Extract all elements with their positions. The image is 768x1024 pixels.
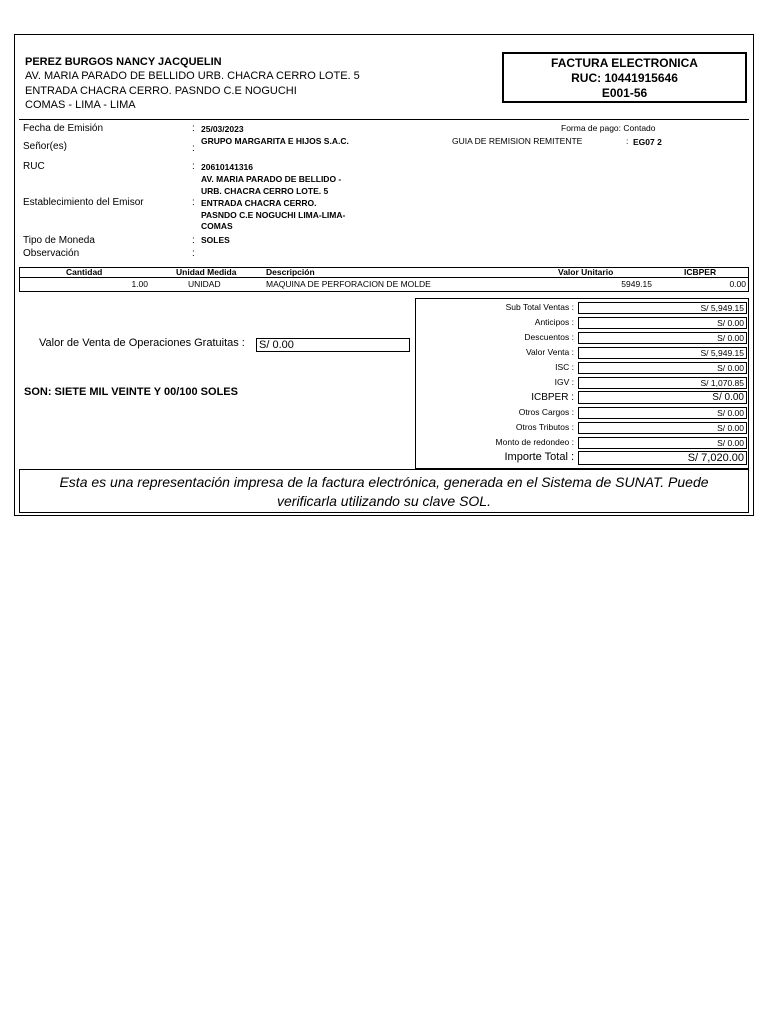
issuer-name: PEREZ BURGOS NANCY JACQUELIN [25,56,222,68]
total-value: S/ 0.00 [578,362,747,374]
amount-in-words: SON: SIETE MIL VEINTE Y 00/100 SOLES [24,386,238,398]
establecimiento-line: AV. MARIA PARADO DE BELLIDO - [201,174,342,184]
header-unidad-medida: Unidad Medida [176,267,237,277]
senor-label: Señor(es) [23,141,67,152]
document-ruc: RUC: 10441915646 [571,71,678,85]
importe-total-value: S/ 7,020.00 [578,451,747,465]
colon: : [192,248,195,259]
total-value: S/ 0.00 [578,437,747,449]
header-icbper: ICBPER [684,267,717,277]
establecimiento-line: COMAS [201,221,233,231]
cell-icbper: 0.00 [729,279,746,289]
document-id-box [502,52,747,103]
total-value: S/ 0.00 [578,332,747,344]
sunat-footer-note [19,469,749,513]
guia-label: GUIA DE REMISION REMITENTE [452,136,583,146]
total-label: Otros Tributos : [515,422,574,432]
total-label: Monto de redondeo : [495,437,574,447]
table-row [19,278,749,292]
total-label: Valor Venta : [525,347,574,357]
total-value: S/ 0.00 [578,317,747,329]
invoice [14,34,754,516]
observacion-label: Observación [23,248,80,259]
moneda-value: SOLES [201,235,230,245]
establecimiento-line: PASNDO C.E NOGUCHI LIMA-LIMA- [201,210,346,220]
total-label: Otros Cargos : [518,407,574,417]
fecha-value: 25/03/2023 [201,124,244,134]
establecimiento-line: URB. CHACRA CERRO LOTE. 5 [201,186,329,196]
header-valor-unitario: Valor Unitario [558,267,614,277]
cell-valor-unitario: 5949.15 [621,279,652,289]
colon: : [626,136,629,146]
moneda-label: Tipo de Moneda [23,235,95,246]
total-label: IGV : [554,377,574,387]
guia-value: EG07 2 [633,137,662,147]
colon: : [192,161,195,172]
total-label: ICBPER : [531,392,574,403]
ruc-label: RUC [23,161,45,172]
ruc-value: 20610141316 [201,162,254,172]
issuer-address-line3: COMAS - LIMA - LIMA [25,99,136,111]
issuer-address-line2: ENTRADA CHACRA CERRO. PASNDO C.E NOGUCHI [25,85,297,97]
total-label: Descuentos : [524,332,574,342]
document-number: E001-56 [601,86,648,100]
cell-unidad: UNIDAD [188,279,221,289]
total-value: S/ 5,949.15 [578,347,747,359]
total-label: Sub Total Ventas : [505,302,574,312]
total-value: S/ 0.00 [578,422,747,434]
colon: : [192,197,195,208]
gratuitas-label: Valor de Venta de Operaciones Gratuitas : [39,337,245,349]
importe-total-label: Importe Total : [504,451,574,463]
cell-descripcion: MAQUINA DE PERFORACION DE MOLDE [266,279,431,289]
senor-value: GRUPO MARGARITA E HIJOS S.A.C. [201,136,349,146]
forma-pago: Forma de pago: Contado [561,123,656,133]
establecimiento-label: Establecimiento del Emisor [23,197,144,208]
header-cantidad: Cantidad [66,267,103,277]
items-table-header [19,267,749,278]
total-value: S/ 1,070.85 [578,377,747,389]
total-label: Anticipos : [534,317,574,327]
total-value: S/ 5,949.15 [578,302,747,314]
issuer-address-line1: AV. MARIA PARADO DE BELLIDO URB. CHACRA CERRO LOTE. 5 [25,70,360,82]
total-value: S/ 0.00 [578,391,747,404]
fecha-label: Fecha de Emisión [23,123,104,134]
total-value: S/ 0.00 [578,407,747,419]
document-type: FACTURA ELECTRONICA [551,56,698,70]
footer-line2: verificarla utilizando su clave SOL. [277,493,491,509]
colon: : [192,235,195,246]
footer-line1: Esta es una representación impresa de la factura electrónica, generada en el Sistema de SUNAT. Puede [59,474,709,490]
gratuitas-value: S/ 0.00 [256,338,410,352]
cell-cantidad: 1.00 [131,279,148,289]
colon: : [192,143,195,154]
colon: : [192,123,195,134]
header-descripcion: Descripción [266,267,315,277]
totals-box [415,298,749,469]
header-divider [19,119,749,120]
establecimiento-line: ENTRADA CHACRA CERRO. [201,198,317,208]
total-label: ISC : [555,362,574,372]
